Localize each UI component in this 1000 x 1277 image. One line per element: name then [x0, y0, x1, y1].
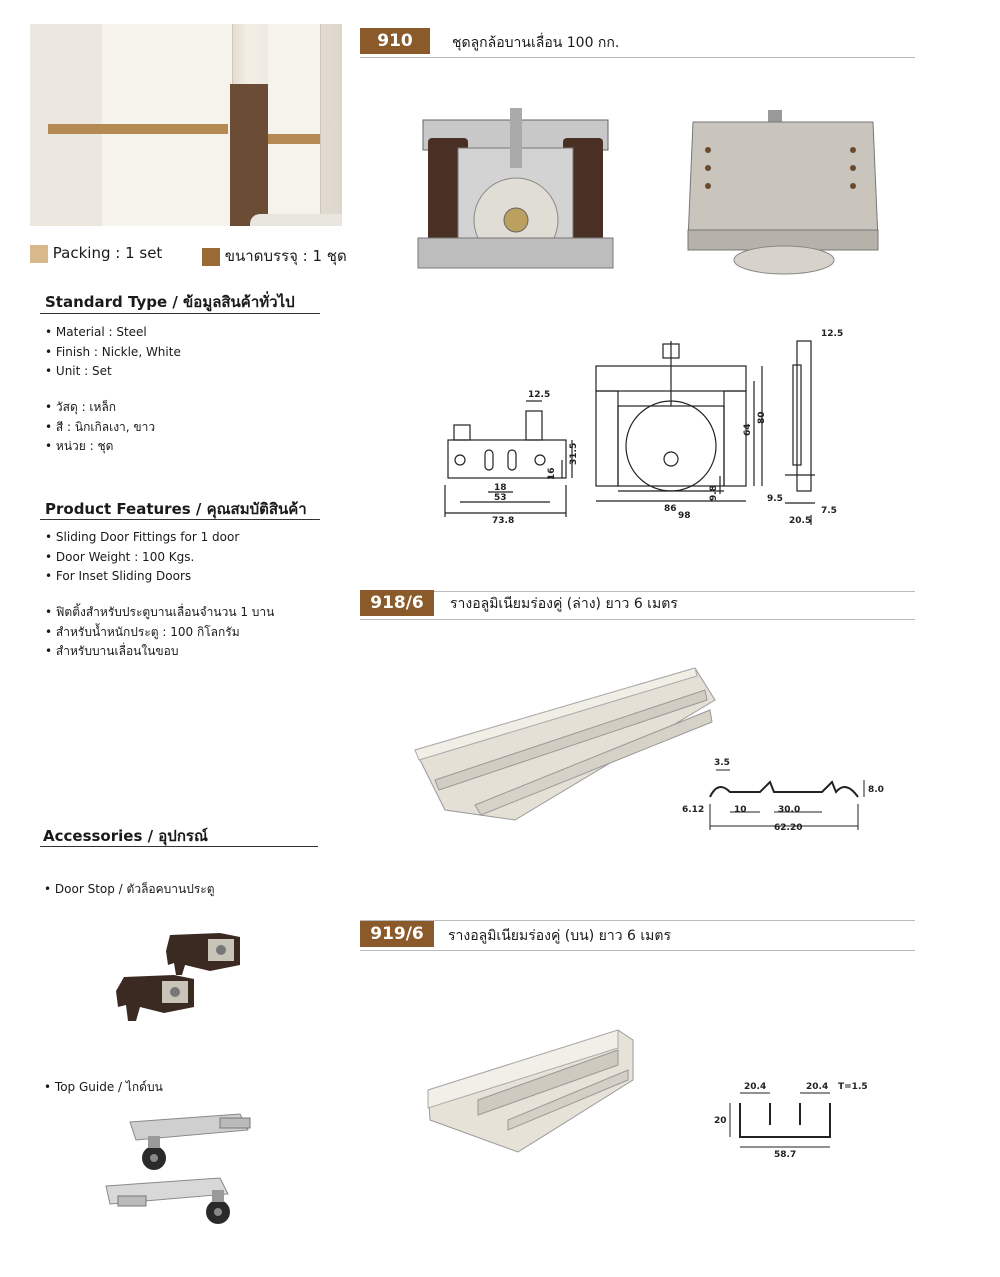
- dim-label: 12.5: [528, 390, 551, 400]
- divider: [360, 57, 915, 58]
- divider: [40, 519, 320, 520]
- dim-label: 62.20: [774, 823, 803, 833]
- roller-back-image: [688, 110, 880, 280]
- dim-label: 8.0: [868, 785, 884, 795]
- divider: [40, 313, 320, 314]
- product-code-919-6: 919/6: [360, 921, 434, 947]
- list-item: • หน่วย : ชุด: [45, 437, 155, 457]
- bottom-track-drawing: [682, 752, 882, 837]
- dim-label: 53: [494, 493, 507, 503]
- swatch-dark: [202, 248, 220, 266]
- list-item: • สี : นิกเกิลเงา, ขาว: [45, 418, 155, 438]
- features-list-th: [45, 603, 274, 662]
- dim-label: 20.4: [806, 1082, 829, 1092]
- dim-label: 20.5: [789, 516, 812, 526]
- list-item: • วัสดุ : เหล็ก: [45, 398, 155, 418]
- standard-list-en: [45, 323, 181, 382]
- dim-label: 3.5: [714, 758, 730, 768]
- roller-front-image: [418, 108, 613, 278]
- dim-label: 7.5: [821, 506, 837, 516]
- top-guide-text: • Top Guide / ไกด์บน: [44, 1078, 163, 1098]
- list-item: • Finish : Nickle, White: [45, 343, 181, 363]
- roller-side-drawing: [440, 385, 590, 525]
- features-heading: Product Features / คุณสมบัติสินค้า: [45, 500, 307, 518]
- divider: [360, 950, 915, 951]
- roller-edge-drawing: [765, 325, 845, 530]
- list-item: • สำหรับน้ำหนักประตู : 100 กิโลกรัม: [45, 623, 274, 643]
- swatch-light: [30, 245, 48, 263]
- door-stop-text: • Door Stop / ตัวล็อคบานประตู: [44, 880, 215, 900]
- dim-label: T=1.5: [838, 1082, 868, 1092]
- top-guide-image: [100, 1110, 270, 1240]
- divider: [360, 920, 915, 921]
- dim-label: 80: [757, 411, 767, 424]
- dim-label: 9.5: [767, 494, 783, 504]
- dim-label: 6.12: [682, 805, 705, 815]
- packing-en-label: Packing : 1 set: [52, 244, 163, 262]
- divider: [360, 619, 915, 620]
- roller-front-drawing: [592, 336, 772, 526]
- top-guide-label: [44, 1078, 163, 1098]
- door-stop-label: [44, 880, 215, 900]
- list-item: • For Inset Sliding Doors: [45, 567, 239, 587]
- product-title-919-6: รางอลูมิเนียมร่องคู่ (บน) ยาว 6 เมตร: [448, 928, 671, 944]
- list-item: • Unit : Set: [45, 362, 181, 382]
- dim-label: 20: [714, 1116, 727, 1126]
- dim-label: 86: [664, 504, 677, 514]
- features-list-en: [45, 528, 239, 587]
- product-code-918-6: 918/6: [360, 590, 434, 616]
- dim-label: 20.4: [744, 1082, 767, 1092]
- dim-label: 18: [494, 483, 507, 493]
- dim-label: 9.8: [709, 485, 719, 501]
- bottom-track-image: [405, 660, 715, 835]
- list-item: • ฟิตติ้งสำหรับประตูบานเลื่อนจำนวน 1 บาน: [45, 603, 274, 623]
- dim-label: 30.0: [778, 805, 801, 815]
- dim-label: 58.7: [774, 1150, 797, 1160]
- product-code-910: 910: [360, 28, 430, 54]
- dim-label: 12.5: [821, 329, 844, 339]
- dim-label: 10: [734, 805, 747, 815]
- top-track-image: [418, 1020, 638, 1155]
- list-item: • Sliding Door Fittings for 1 door: [45, 528, 239, 548]
- standard-list-th: [45, 398, 155, 457]
- wardrobe-photo: [30, 24, 342, 226]
- list-item: • Material : Steel: [45, 323, 181, 343]
- divider: [360, 591, 915, 592]
- door-stop-image: [110, 925, 260, 1035]
- packing-th-label: ขนาดบรรจุ : 1 ชุด: [224, 247, 347, 265]
- accessories-heading: Accessories / อุปกรณ์: [43, 827, 208, 845]
- product-title-910: ชุดลูกล้อบานเลื่อน 100 กก.: [452, 35, 620, 51]
- product-title-918-6: รางอลูมิเนียมร่องคู่ (ล่าง) ยาว 6 เมตร: [450, 596, 678, 612]
- list-item: • สำหรับบานเลื่อนในขอบ: [45, 642, 274, 662]
- dim-label: 73.8: [492, 516, 515, 526]
- list-item: • Door Weight : 100 Kgs.: [45, 548, 239, 568]
- top-track-drawing: [712, 1075, 902, 1160]
- packing-en: [30, 244, 162, 263]
- dim-label: 31.5: [569, 442, 579, 465]
- dim-label: 16: [547, 467, 557, 480]
- dim-label: 98: [678, 511, 691, 521]
- standard-heading: Standard Type / ข้อมูลสินค้าทั่วไป: [45, 293, 295, 311]
- dim-label: 64: [743, 423, 753, 436]
- divider: [40, 846, 318, 847]
- packing-th: [202, 244, 347, 268]
